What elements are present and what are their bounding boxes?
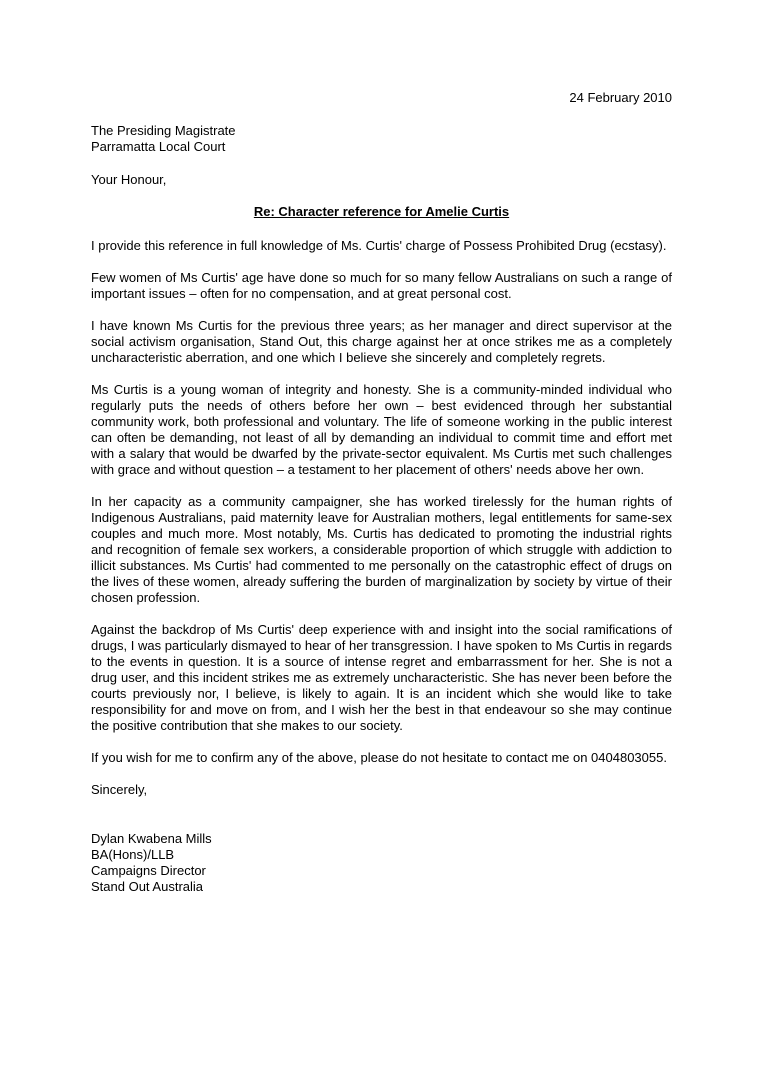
body-paragraph: Few women of Ms Curtis' age have done so much for so many fellow Australians on such a range of important issues – often for no compensation, and at great personal cost. [91,270,672,301]
subject-heading: Re: Character reference for Amelie Curtis [253,204,510,219]
salutation: Your Honour, [91,172,167,187]
body-paragraph: I have known Ms Curtis for the previous three years; as her manager and direct supervisor at the social activism organisation, Stand Out, this charge against her at once strikes me as a completely uncharacteristic aberration, and one which I believe she sincerely and completely regrets. [91,318,672,365]
closing: Sincerely, [91,782,148,797]
recipient-line: The Presiding Magistrate [91,123,236,138]
body-paragraph: I provide this reference in full knowledge of Ms. Curtis' charge of Possess Prohibited Drug (ecstasy). [91,238,667,253]
body-paragraph: If you wish for me to confirm any of the above, please do not hesitate to contact me on 0404803055. [91,750,667,765]
signature-block [91,831,672,895]
body-paragraph: Ms Curtis is a young woman of integrity and honesty. She is a community-minded individual who regularly puts the needs of others before her own – best evidenced through her substantial community work, both professional and voluntary. The life of someone working in the public interest can often be demanding, not least of all by demanding an individual to commit time and effort met with a salary that would be dwarfed by the private-sector equivalent. Ms Curtis met such challenges with grace and without question – a testament to her placement of others' needs above her own. [91,382,672,477]
body-paragraph: Against the backdrop of Ms Curtis' deep experience with and insight into the social ramifications of drugs, I was particularly dismayed to hear of her transgression. I have spoken to Ms Curtis in regards to the events in question. It is a source of intense regret and embarrassment for her. She is not a drug user, and this incident strikes me as extremely uncharacteristic. She has never been before the courts previously nor, I believe, is likely to again. It is an incident which she would like to take responsibility for and move on from, and I wish her the best in that endeavour so she may continue the positive contribution that she makes to our society. [91,622,672,733]
signature-qualification: BA(Hons)/LLB [91,847,175,862]
letter-date: 24 February 2010 [569,90,672,105]
signature-organisation: Stand Out Australia [91,879,204,894]
body-paragraph: In her capacity as a community campaigner, she has worked tirelessly for the human rights of Indigenous Australians, paid maternity leave for Australian mothers, legal entitlements for same-sex couples and much more. Most notably, Ms. Curtis has dedicated to promoting the industrial rights and recognition of female sex workers, a considerable proportion of which struggle with addiction to illicit substances. Ms Curtis' had commented to me personally on the catastrophic effect of drugs on the lives of these women, already suffering the burden of marginalization by society by virtue of their chosen profession. [91,494,672,605]
recipient-block [91,123,672,155]
signature-name: Dylan Kwabena Mills [91,831,212,846]
recipient-line: Parramatta Local Court [91,139,226,154]
signature-title: Campaigns Director [91,863,206,878]
